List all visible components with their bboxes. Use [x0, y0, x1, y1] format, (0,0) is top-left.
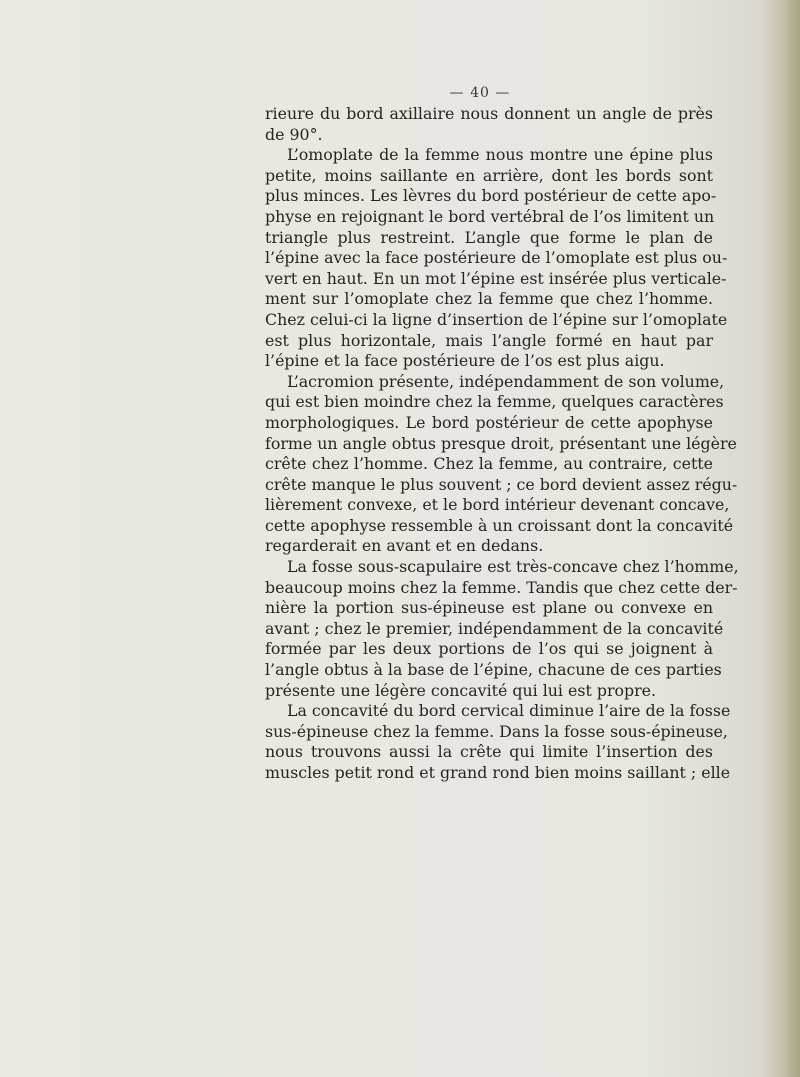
text-line: L’omoplate de la femme nous montre une épine plus [287, 145, 713, 165]
text-line: nous trouvons aussi la crête qui limite l’insertion des [265, 742, 713, 762]
text-line: morphologiques. Le bord postérieur de cette apophyse [265, 412, 713, 432]
text-line: La concavité du bord cervical diminue l’aire de la fosse [287, 701, 731, 721]
text-line: petite, moins saillante en arrière, dont les bords sont [265, 165, 713, 185]
text-line: formée par les deux portions de l’os qui se joignent à [265, 639, 713, 659]
text-line: de 90°. [265, 124, 323, 144]
text-line: est plus horizontale, mais l’angle formé en haut par [265, 330, 713, 350]
text-line: rieure du bord axillaire nous donnent un angle de près [265, 104, 713, 123]
page-edge-stain [760, 0, 800, 1077]
text-line: vert en haut. En un mot l’épine est insérée plus verticale- [265, 268, 727, 288]
text-line: physe en rejoignant le bord vertébral de l’os limitent un [265, 206, 715, 226]
text-line: triangle plus restreint. L’angle que forme le plan de [265, 227, 713, 247]
body-text [265, 104, 739, 784]
text-line: crête chez l’homme. Chez la femme, au contraire, cette [265, 454, 713, 474]
text-line: lièrement convexe, et le bord intérieur devenant concave, [265, 495, 730, 515]
text-line: qui est bien moindre chez la femme, quelques caractères [265, 392, 724, 412]
text-line: avant ; chez le premier, indépendamment de la concavité [265, 618, 724, 638]
text-line: ment sur l’omoplate chez la femme que chez l’homme. [265, 289, 713, 309]
text-line: cette apophyse ressemble à un croissant dont la concavité [265, 515, 734, 535]
text-line: l’épine avec la face postérieure de l’omoplate est plus ou- [265, 248, 728, 268]
text-line: Chez celui-ci la ligne d’insertion de l’épine sur l’omoplate [265, 309, 728, 329]
text-line: muscles petit rond et grand rond bien moins saillant ; elle [265, 763, 731, 782]
text-line: l’épine et la face postérieure de l’os est plus aigu. [265, 351, 665, 371]
text-line: sus-épineuse chez la femme. Dans la fosse sous-épineuse, [265, 721, 728, 741]
text-line: regarderait en avant et en dedans. [265, 536, 544, 556]
text-line: La fosse sous-scapulaire est très-concave chez l’homme, [287, 557, 739, 577]
text-line: beaucoup moins chez la femme. Tandis que chez cette der- [265, 577, 738, 597]
text-line: forme un angle obtus presque droit, présentant une légère [265, 433, 737, 453]
text-line: crête manque le plus souvent ; ce bord devient assez régu- [265, 474, 738, 494]
text-line: nière la portion sus-épineuse est plane ou convexe en [265, 598, 713, 618]
text-line: l’angle obtus à la base de l’épine, chacune de ces parties [265, 660, 722, 680]
text-line: présente une légère concavité qui lui est propre. [265, 680, 657, 700]
page-number-header: — 40 — [449, 85, 511, 101]
text-line: plus minces. Les lèvres du bord postérieur de cette apo- [265, 186, 717, 206]
text-line: L’acromion présente, indépendamment de son volume, [287, 371, 725, 391]
